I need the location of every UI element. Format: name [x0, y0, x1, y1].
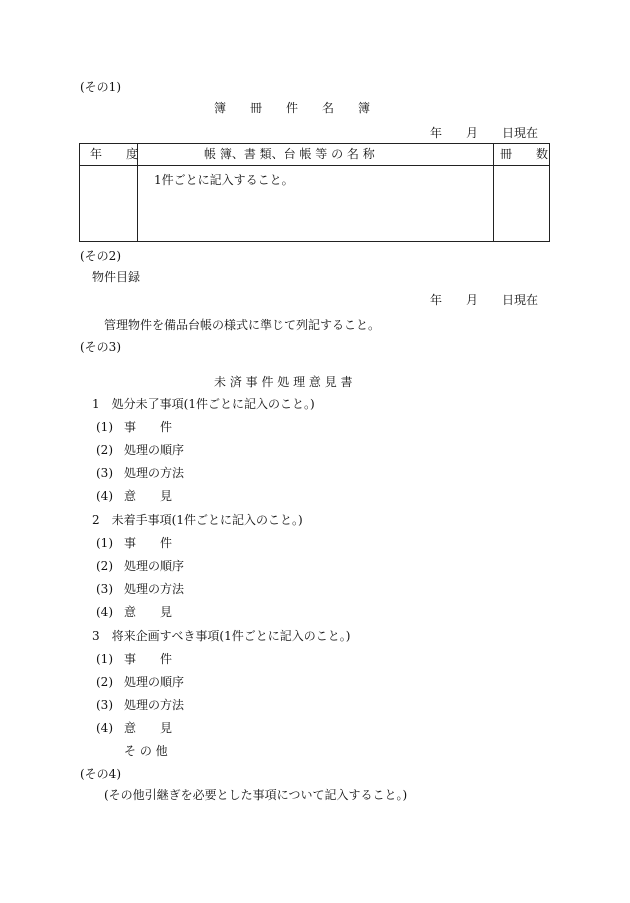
item-number: (4): [96, 721, 113, 735]
section1-date-line: 年 月 日現在: [430, 126, 539, 140]
section3-title: 未 済 事 件 処 理 意 見 書: [214, 375, 353, 389]
item-number: (4): [96, 489, 113, 503]
other-item: そ の 他: [124, 744, 168, 758]
item-text: 処理の方法: [124, 582, 185, 596]
item-number: (1): [96, 420, 113, 434]
section1-title: 簿 冊 件 名 簿: [214, 101, 371, 115]
item-number: (3): [96, 466, 113, 480]
header-count: 冊 数: [500, 147, 549, 161]
item-text: 事 件: [124, 536, 173, 550]
item-text: 事 件: [124, 652, 173, 666]
item-number: (4): [96, 605, 113, 619]
section2-label: (その2): [80, 249, 121, 263]
header-document-name: 帳 簿、書 類、台 帳 等 の 名 称: [204, 147, 375, 161]
item-number: (1): [96, 536, 113, 550]
register-table: [79, 143, 550, 242]
item-text: 意 見: [124, 721, 173, 735]
section1-label: (その1): [80, 80, 121, 94]
item-number: (1): [96, 652, 113, 666]
item-text: 処理の順序: [124, 559, 185, 573]
table-divider: [493, 144, 494, 241]
item-number: (2): [96, 559, 113, 573]
section4-note: (その他引継ぎを必要とした事項について記入すること。): [104, 788, 408, 802]
section4-label: (その4): [80, 767, 121, 781]
item-number: (3): [96, 582, 113, 596]
group-heading: 3 将来企画すべき事項(1件ごとに記入のこと。): [92, 629, 351, 643]
item-text: 処理の方法: [124, 466, 185, 480]
item-text: 意 見: [124, 605, 173, 619]
item-text: 処理の順序: [124, 675, 185, 689]
item-text: 処理の順序: [124, 443, 185, 457]
section3-label: (その3): [80, 340, 121, 354]
item-text: 意 見: [124, 489, 173, 503]
section2-date-line: 年 月 日現在: [430, 293, 539, 307]
item-number: (2): [96, 443, 113, 457]
group-heading: 2 未着手事項(1件ごとに記入のこと。): [92, 513, 303, 527]
group-heading: 1 処分未了事項(1件ごとに記入のこと。): [92, 397, 315, 411]
section2-title: 物件目録: [92, 270, 141, 284]
table-note: 1件ごとに記入すること。: [154, 173, 294, 187]
header-year: 年 度: [90, 147, 139, 161]
section2-note: 管理物件を備品台帳の様式に準じて列記すること。: [104, 318, 381, 332]
item-number: (3): [96, 698, 113, 712]
item-number: (2): [96, 675, 113, 689]
item-text: 事 件: [124, 420, 173, 434]
item-text: 処理の方法: [124, 698, 185, 712]
